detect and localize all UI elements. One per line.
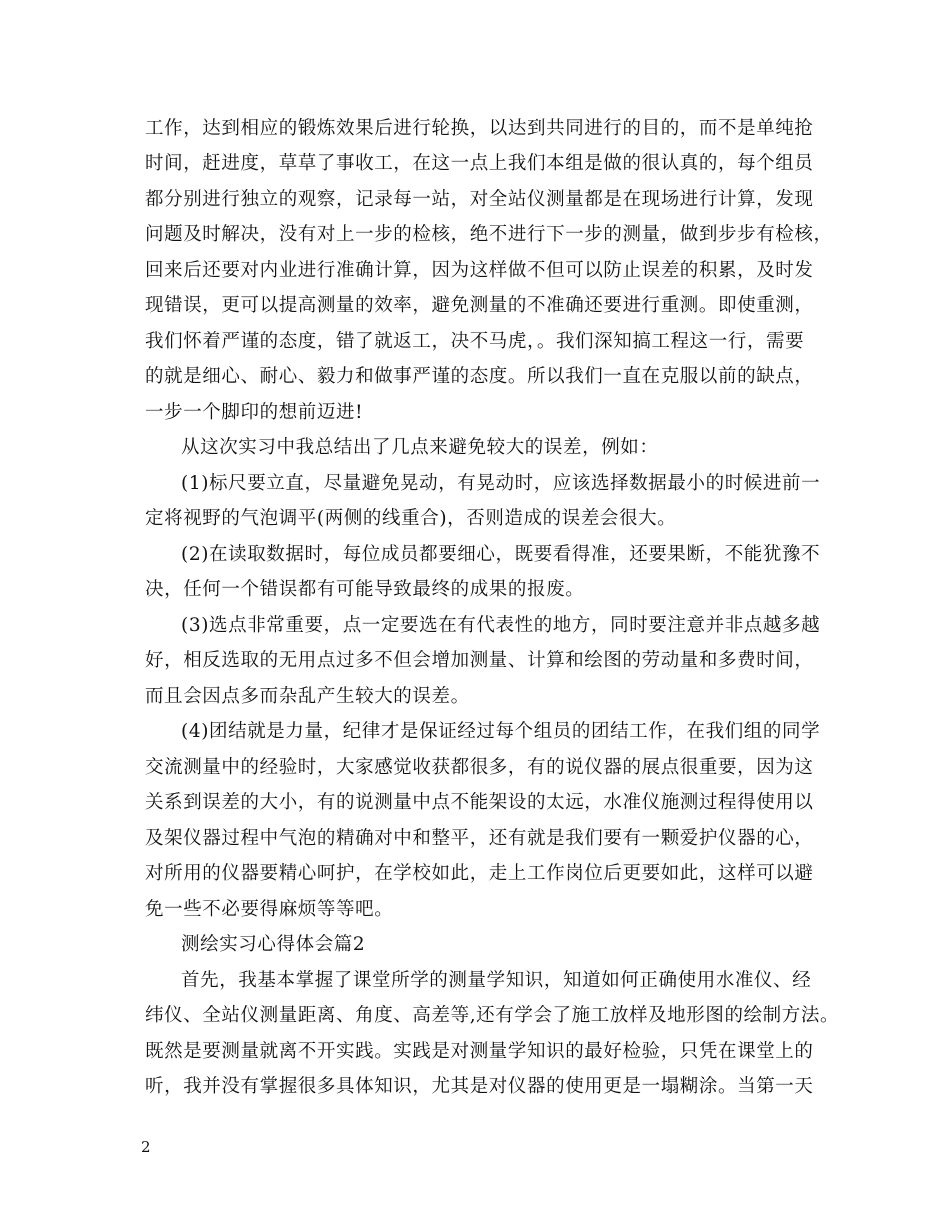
text-line: 纬仪、全站仪测量距离、角度、高差等,还有学会了施工放样及地形图的绘制方法。 (145, 1005, 840, 1026)
text-line: 既然是要测量就离不开实践。实践是对测量学知识的最好检验，只凭在课堂上的 (145, 1041, 814, 1062)
text-line: 好，相反选取的无用点过多不但会增加测量、计算和绘图的劳动量和多费时间， (145, 650, 814, 671)
text-line: 听，我并没有掌握很多具体知识，尤其是对仪器的使用更是一塌糊涂。当第一天 (145, 1076, 814, 1097)
text-line: 首先，我基本掌握了课堂所学的测量学知识，知道如何正确使用水准仪、经 (181, 970, 812, 991)
text-line: 决，任何一个错误都有可能导致最终的成果的报废。 (145, 579, 585, 600)
text-line: (4)团结就是力量，纪律才是保证经过每个组员的团结工作，在我们组的同学 (181, 721, 821, 742)
text-line: 定将视野的气泡调平(两侧的线重合)，否则造成的误差会很大。 (145, 508, 677, 529)
text-line: 对所用的仪器要精心呵护，在学校如此，走上工作岗位后更要如此，这样可以避 (145, 863, 814, 884)
text-line: 及架仪器过程中气泡的精确对中和整平，还有就是我们要有一颗爱护仪器的心， (145, 828, 814, 849)
text-line: 一步一个脚印的想前迈进! (145, 402, 364, 423)
text-line: 现错误，更可以提高测量的效率，避免测量的不准确还要进行重测。即使重测， (145, 295, 814, 316)
text-line: 而且会因点多而杂乱产生较大的误差。 (145, 686, 470, 707)
text-line: 交流测量中的经验时，大家感觉收获都很多，有的说仪器的展点很重要，因为这 (145, 757, 814, 778)
text-line: 我们怀着严谨的态度，错了就返工，决不马虎，。我们深知搞工程这一行，需要 (145, 331, 805, 352)
section-heading: 测绘实习心得体会篇2 (181, 934, 366, 955)
text-line: 都分别进行独立的观察，记录每一站，对全站仪测量都是在现场进行计算，发现 (145, 189, 814, 210)
text-line: 免一些不必要得麻烦等等吧。 (145, 899, 394, 920)
text-line: (2)在读取数据时，每位成员都要细心，既要看得准，还要果断，不能犹豫不 (181, 544, 821, 565)
text-line: 问题及时解决，没有对上一步的检核，绝不进行下一步的测量，做到步步有检核， (145, 224, 833, 245)
text-line: 时间，赶进度，草草了事收工，在这一点上我们本组是做的很认真的，每个组员 (145, 153, 814, 174)
text-line: 工作，达到相应的锻炼效果后进行轮换，以达到共同进行的目的，而不是单纯抢 (145, 118, 814, 139)
text-line: 关系到误差的大小，有的说测量中点不能架设的太远，水准仪施测过程得使用以 (145, 792, 814, 813)
page-number: 2 (141, 1138, 151, 1156)
text-line: 从这次实习中我总结出了几点来避免较大的误差，例如： (181, 437, 659, 458)
text-line: (3)选点非常重要，点一定要选在有代表性的地方，同时要注意并非点越多越 (181, 615, 821, 636)
text-line: 回来后还要对内业进行准确计算，因为这样做不但可以防止误差的积累，及时发 (145, 260, 814, 281)
text-line: (1)标尺要立直，尽量避免晃动，有晃动时，应该选择数据最小的时候进前一 (181, 473, 821, 494)
text-line: 的就是细心、耐心、毅力和做事严谨的态度。所以我们一直在克服以前的缺点， (145, 366, 814, 387)
